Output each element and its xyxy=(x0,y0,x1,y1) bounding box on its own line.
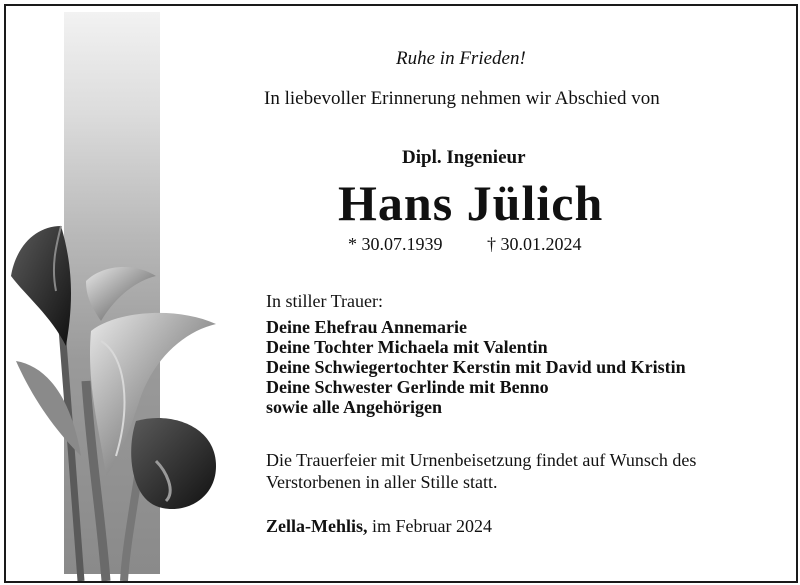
place: Zella-Mehlis, xyxy=(266,516,368,536)
mourner: Deine Tochter Michaela mit Valentin xyxy=(266,337,548,357)
birth-date: * 30.07.1939 xyxy=(348,234,443,254)
place-date-line xyxy=(266,516,492,537)
obituary-card xyxy=(4,4,798,583)
calla-lily-flower-icon xyxy=(6,206,236,581)
mourners-list xyxy=(266,317,686,417)
mourner: Deine Schwester Gerlinde mit Benno xyxy=(266,377,549,397)
motto: Ruhe in Frieden! xyxy=(396,48,526,69)
mourning-label: In stiller Trauer: xyxy=(266,291,383,311)
death-date: † 30.01.2024 xyxy=(487,234,582,254)
intro-line: In liebevoller Erinnerung nehmen wir Abschied von xyxy=(264,88,660,109)
date-line: im Februar 2024 xyxy=(367,516,492,536)
mourner: Deine Schwiegertochter Kerstin mit David und Kristin xyxy=(266,357,686,377)
deceased-name: Hans Jülich xyxy=(338,175,604,231)
life-dates xyxy=(348,234,582,255)
academic-title: Dipl. Ingenieur xyxy=(402,147,526,168)
funeral-notice: Die Trauerfeier mit Urnenbeisetzung findet auf Wunsch des Verstorbenen in aller Stille statt. xyxy=(266,450,697,492)
mourner: Deine Ehefrau Annemarie xyxy=(266,317,467,337)
mourner: sowie alle Angehörigen xyxy=(266,397,442,417)
